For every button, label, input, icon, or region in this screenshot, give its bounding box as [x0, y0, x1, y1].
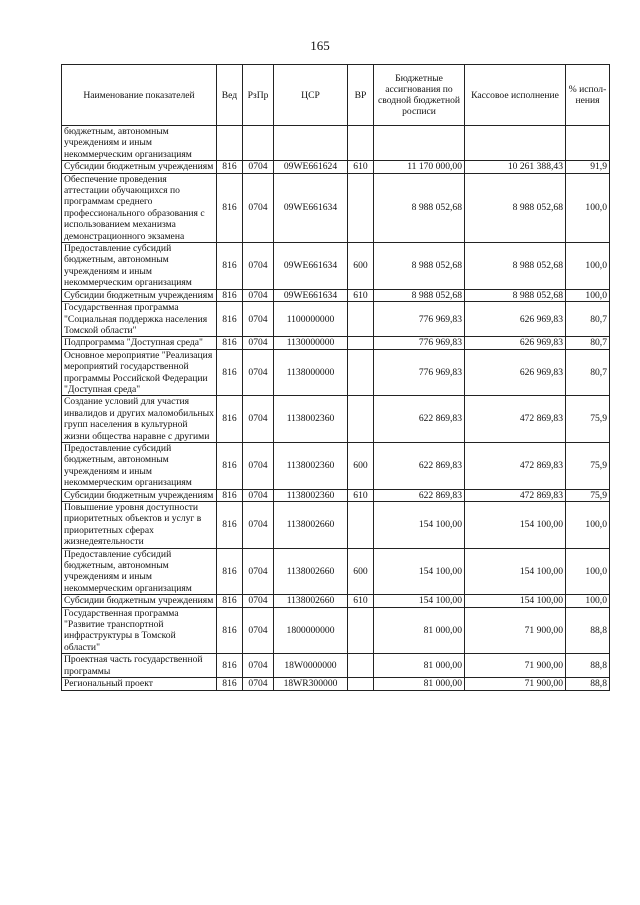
cell-ved: 816	[217, 607, 243, 654]
cell-ved: 816	[217, 489, 243, 501]
table-row	[62, 678, 610, 690]
cell-pct: 100,0	[566, 173, 610, 242]
cell-budget: 622 869,83	[374, 396, 465, 443]
cell-vr	[348, 607, 374, 654]
table-row	[62, 502, 610, 549]
cell-name: Предоставление субсидий бюджетным, автономным учреждениям и иным некоммерческим организациям	[62, 442, 217, 489]
cell-name: Основное мероприятие "Реализация мероприятий государственной программы Российской Федерации "Доступная среда"	[62, 349, 217, 396]
cell-budget: 622 869,83	[374, 489, 465, 501]
cell-vr: 600	[348, 548, 374, 595]
cell-vr	[348, 678, 374, 690]
page-number: 165	[310, 38, 330, 53]
cell-vr: 600	[348, 243, 374, 290]
cell-pct: 100,0	[566, 595, 610, 607]
cell-name: Субсидии бюджетным учреждениям	[62, 489, 217, 501]
table-row	[62, 126, 610, 161]
cell-rzpr: 0704	[243, 678, 274, 690]
cell-pct: 100,0	[566, 502, 610, 549]
cell-budget: 776 969,83	[374, 337, 465, 349]
cell-rzpr	[243, 126, 274, 161]
cell-name: Региональный проект	[62, 678, 217, 690]
cell-vr	[348, 173, 374, 242]
cell-ved: 816	[217, 289, 243, 301]
cell-budget: 11 170 000,00	[374, 161, 465, 173]
cell-vr	[348, 349, 374, 396]
cell-budget: 154 100,00	[374, 595, 465, 607]
cell-cash: 626 969,83	[465, 337, 566, 349]
cell-vr	[348, 396, 374, 443]
header-vr: ВР	[348, 65, 374, 126]
cell-pct: 88,8	[566, 654, 610, 678]
cell-csr: 18W0000000	[274, 654, 348, 678]
cell-csr: 1138000000	[274, 349, 348, 396]
cell-ved: 816	[217, 548, 243, 595]
cell-name: Обеспечение проведения аттестации обучающихся по программам среднего профессионального образования с использованием механизма демонстрационного экзамена	[62, 173, 217, 242]
cell-rzpr: 0704	[243, 161, 274, 173]
cell-csr: 1138002360	[274, 396, 348, 443]
cell-cash: 154 100,00	[465, 548, 566, 595]
cell-cash: 626 969,83	[465, 349, 566, 396]
header-budget: Бюджетные ассигнования по сводной бюджетной росписи	[374, 65, 465, 126]
cell-cash: 472 869,83	[465, 442, 566, 489]
table-row	[62, 289, 610, 301]
table-row	[62, 161, 610, 173]
cell-cash: 8 988 052,68	[465, 243, 566, 290]
cell-csr: 18WR300000	[274, 678, 348, 690]
cell-ved: 816	[217, 173, 243, 242]
cell-vr	[348, 654, 374, 678]
cell-name: Государственная программа "Социальная поддержка населения Томской области"	[62, 302, 217, 337]
cell-ved: 816	[217, 243, 243, 290]
cell-csr: 1100000000	[274, 302, 348, 337]
cell-rzpr: 0704	[243, 173, 274, 242]
cell-csr: 1130000000	[274, 337, 348, 349]
cell-csr: 09WE661624	[274, 161, 348, 173]
cell-rzpr: 0704	[243, 302, 274, 337]
cell-name: Субсидии бюджетным учреждениям	[62, 161, 217, 173]
cell-csr: 09WE661634	[274, 173, 348, 242]
cell-cash: 10 261 388,43	[465, 161, 566, 173]
cell-name: бюджетным, автономным учреждениям и иным некоммерческим организациям	[62, 126, 217, 161]
table-row	[62, 654, 610, 678]
cell-rzpr: 0704	[243, 243, 274, 290]
cell-rzpr: 0704	[243, 337, 274, 349]
cell-vr: 610	[348, 289, 374, 301]
cell-csr: 1138002660	[274, 502, 348, 549]
cell-budget: 81 000,00	[374, 654, 465, 678]
cell-budget: 776 969,83	[374, 302, 465, 337]
cell-pct: 88,8	[566, 678, 610, 690]
cell-cash: 626 969,83	[465, 302, 566, 337]
cell-vr: 610	[348, 489, 374, 501]
cell-budget: 776 969,83	[374, 349, 465, 396]
header-name: Наименование показателей	[62, 65, 217, 126]
table-row	[62, 173, 610, 242]
header-rzpr: РзПр	[243, 65, 274, 126]
cell-csr: 1138002360	[274, 442, 348, 489]
cell-pct: 80,7	[566, 349, 610, 396]
cell-rzpr: 0704	[243, 349, 274, 396]
cell-ved: 816	[217, 396, 243, 443]
cell-name: Проектная часть государственной программы	[62, 654, 217, 678]
table-row	[62, 349, 610, 396]
cell-budget: 8 988 052,68	[374, 173, 465, 242]
cell-cash: 154 100,00	[465, 502, 566, 549]
table-row	[62, 396, 610, 443]
cell-vr	[348, 502, 374, 549]
cell-ved: 816	[217, 337, 243, 349]
cell-ved: 816	[217, 678, 243, 690]
cell-pct: 80,7	[566, 302, 610, 337]
header-csr: ЦСР	[274, 65, 348, 126]
cell-pct: 75,9	[566, 396, 610, 443]
cell-rzpr: 0704	[243, 502, 274, 549]
cell-ved: 816	[217, 442, 243, 489]
cell-cash: 71 900,00	[465, 607, 566, 654]
cell-vr: 610	[348, 595, 374, 607]
cell-csr: 1138002660	[274, 548, 348, 595]
cell-name: Субсидии бюджетным учреждениям	[62, 595, 217, 607]
cell-cash: 472 869,83	[465, 396, 566, 443]
cell-ved	[217, 126, 243, 161]
header-pct: % испол-нения	[566, 65, 610, 126]
cell-cash: 8 988 052,68	[465, 173, 566, 242]
cell-ved: 816	[217, 302, 243, 337]
cell-rzpr: 0704	[243, 489, 274, 501]
cell-vr	[348, 302, 374, 337]
cell-cash: 472 869,83	[465, 489, 566, 501]
cell-rzpr: 0704	[243, 289, 274, 301]
table-row	[62, 607, 610, 654]
cell-budget: 81 000,00	[374, 678, 465, 690]
cell-vr	[348, 126, 374, 161]
cell-cash: 8 988 052,68	[465, 289, 566, 301]
cell-vr: 600	[348, 442, 374, 489]
cell-budget: 154 100,00	[374, 502, 465, 549]
cell-pct	[566, 126, 610, 161]
cell-pct: 100,0	[566, 548, 610, 595]
cell-ved: 816	[217, 161, 243, 173]
cell-pct: 100,0	[566, 289, 610, 301]
cell-vr: 610	[348, 161, 374, 173]
table-row	[62, 442, 610, 489]
report-table	[61, 64, 610, 691]
cell-csr	[274, 126, 348, 161]
cell-name: Субсидии бюджетным учреждениям	[62, 289, 217, 301]
cell-csr: 1138002660	[274, 595, 348, 607]
cell-rzpr: 0704	[243, 442, 274, 489]
cell-budget: 154 100,00	[374, 548, 465, 595]
cell-pct: 91,9	[566, 161, 610, 173]
cell-ved: 816	[217, 502, 243, 549]
table-row	[62, 595, 610, 607]
cell-budget: 8 988 052,68	[374, 243, 465, 290]
cell-csr: 09WE661634	[274, 243, 348, 290]
cell-pct: 80,7	[566, 337, 610, 349]
header-ved: Вед	[217, 65, 243, 126]
cell-ved: 816	[217, 654, 243, 678]
cell-csr: 1138002360	[274, 489, 348, 501]
cell-cash: 71 900,00	[465, 654, 566, 678]
cell-cash: 71 900,00	[465, 678, 566, 690]
table-row	[62, 243, 610, 290]
table-row	[62, 302, 610, 337]
cell-name: Повышение уровня доступности приоритетных объектов и услуг в приоритетных сферах жизнедеятельности	[62, 502, 217, 549]
table-header	[62, 65, 610, 126]
cell-pct: 75,9	[566, 442, 610, 489]
cell-cash	[465, 126, 566, 161]
cell-rzpr: 0704	[243, 607, 274, 654]
cell-name: Предоставление субсидий бюджетным, автономным учреждениям и иным некоммерческим организациям	[62, 548, 217, 595]
cell-rzpr: 0704	[243, 548, 274, 595]
cell-budget: 8 988 052,68	[374, 289, 465, 301]
cell-name: Создание условий для участия инвалидов и других маломобильных групп населения в культурной жизни общества наравне с другими	[62, 396, 217, 443]
cell-name: Государственная программа "Развитие транспортной инфраструктуры в Томской области"	[62, 607, 217, 654]
cell-rzpr: 0704	[243, 396, 274, 443]
cell-cash: 154 100,00	[465, 595, 566, 607]
cell-budget	[374, 126, 465, 161]
cell-name: Подпрограмма "Доступная среда"	[62, 337, 217, 349]
cell-ved: 816	[217, 349, 243, 396]
cell-rzpr: 0704	[243, 595, 274, 607]
cell-pct: 88,8	[566, 607, 610, 654]
cell-name: Предоставление субсидий бюджетным, автономным учреждениям и иным некоммерческим организациям	[62, 243, 217, 290]
cell-csr: 1800000000	[274, 607, 348, 654]
table-body	[62, 126, 610, 691]
table-row	[62, 489, 610, 501]
cell-csr: 09WE661634	[274, 289, 348, 301]
table-row	[62, 337, 610, 349]
cell-pct: 75,9	[566, 489, 610, 501]
table-row	[62, 548, 610, 595]
cell-budget: 81 000,00	[374, 607, 465, 654]
cell-ved: 816	[217, 595, 243, 607]
cell-pct: 100,0	[566, 243, 610, 290]
cell-rzpr: 0704	[243, 654, 274, 678]
cell-vr	[348, 337, 374, 349]
header-cash: Кассовое исполнение	[465, 65, 566, 126]
cell-budget: 622 869,83	[374, 442, 465, 489]
